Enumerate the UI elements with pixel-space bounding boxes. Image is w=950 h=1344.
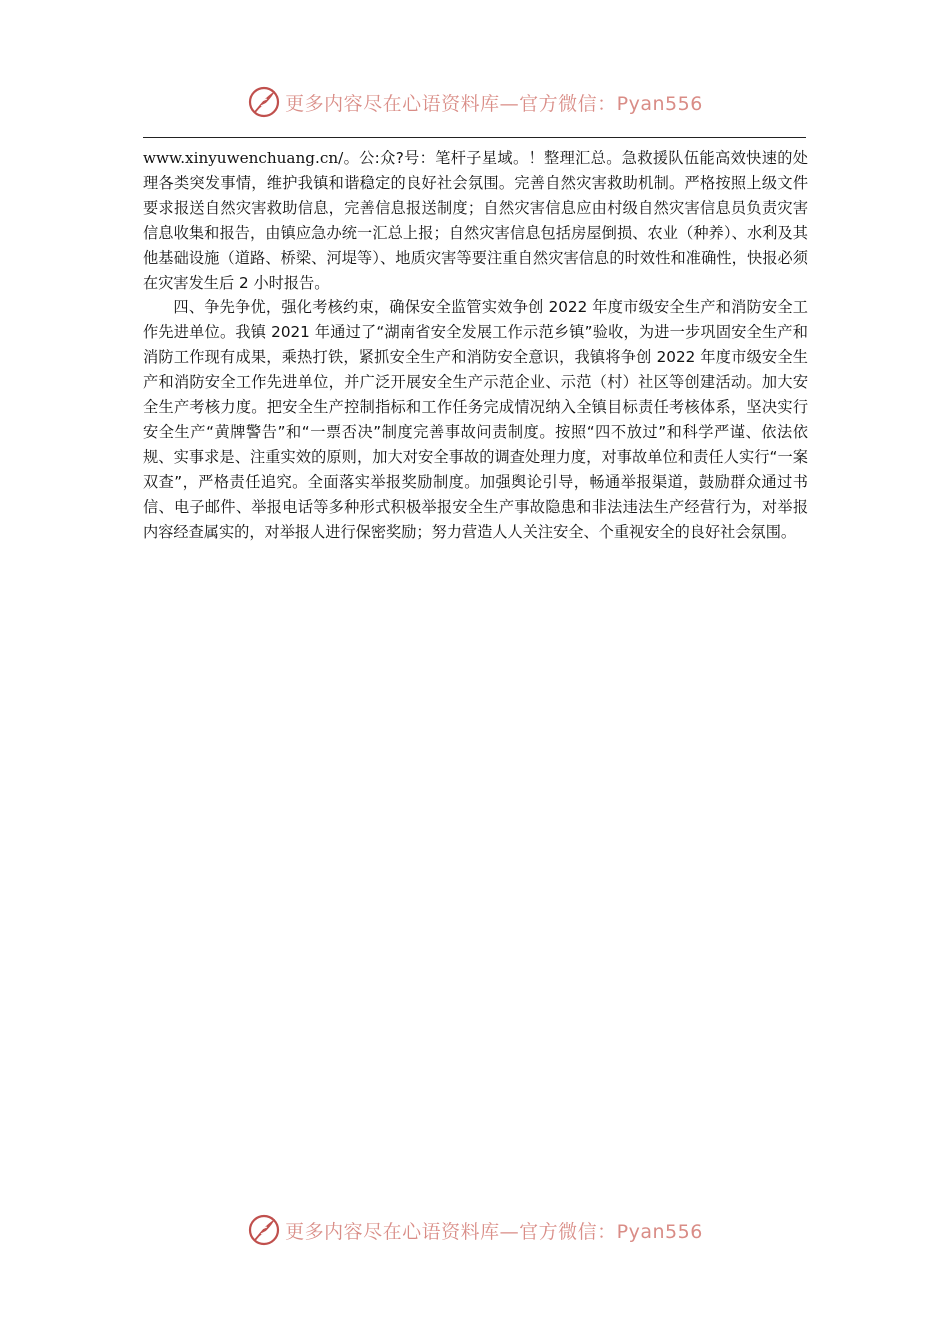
feather-pen-logo-icon bbox=[247, 1213, 281, 1247]
header-divider bbox=[143, 137, 806, 138]
paragraph-2: 四、争先争优，强化考核约束，确保安全监管实效争创 2022 年度市级安全生产和消防安全工作先进单位。我镇 2021 年通过了“湖南省安全发展工作示范乡镇”验收，为进一步巩固安全生产和消防工作现有成果，乘热打铁，紧抓安全生产和消防安全意识，我镇将争创 2022 年度市级安全生产和消防安全工作先进单位，并广泛开展安全生产示范企业、示范（村）社区等创建活动。加大安全生产考核力度。把安全生产控制指标和工作任务完成情况纳入全镇目标责任考核体系，坚决实行安全生产“黄牌警告”和“一票否决”制度完善事故问责制度。按照“四不放过”和科学严谨、依法依规、实事求是、注重实效的原则，加大对安全事故的调查处理力度，对事故单位和责任人实行“一案双查”，严格责任追究。全面落实举报奖励制度。加强舆论引导，畅通举报渠道，鼓励群众通过书信、电子邮件、举报电话等多种形式积极举报安全生产事故隐患和非法违法生产经营行为，对举报内容经查属实的，对举报人进行保密奖励；努力营造人人关注安全、个重视安全的良好社会氛围。 bbox=[143, 298, 808, 541]
footer-banner-text: 更多内容尽在心语资料库—官方微信：Pyan556 bbox=[285, 1220, 703, 1243]
footer-wechat-id: Pyan556 bbox=[616, 1220, 703, 1243]
header-banner-text: 更多内容尽在心语资料库—官方微信：Pyan556 bbox=[285, 92, 703, 115]
paragraph-1-text: 。公:众?号：笔杆子星域。！整理汇总。急救援队伍能高效快速的处理各类突发事情，维护我镇和谐稳定的良好社会氛围。完善自然灾害救助机制。严格按照上级文件要求报送自然灾害救助信息，完善信息报送制度；自然灾害信息应由村级自然灾害信息员负责灾害信息收集和报告，由镇应急办统一汇总上报；自然灾害信息包括房屋倒损、农业（种养）、水利及其他基础设施（道路、桥梁、河堤等）、地质灾害等要注重自然灾害信息的时效性和准确性，快报必须在灾害发生后 2 小时报告。 bbox=[143, 149, 808, 292]
paragraph-1 bbox=[143, 146, 808, 295]
footer-banner bbox=[0, 1210, 950, 1250]
feather-pen-logo-icon bbox=[247, 85, 281, 119]
document-body bbox=[143, 146, 808, 545]
header-banner bbox=[0, 82, 950, 122]
header-wechat-id: Pyan556 bbox=[616, 92, 703, 115]
source-url: www.xinyuwenchuang.cn/ bbox=[143, 149, 344, 167]
